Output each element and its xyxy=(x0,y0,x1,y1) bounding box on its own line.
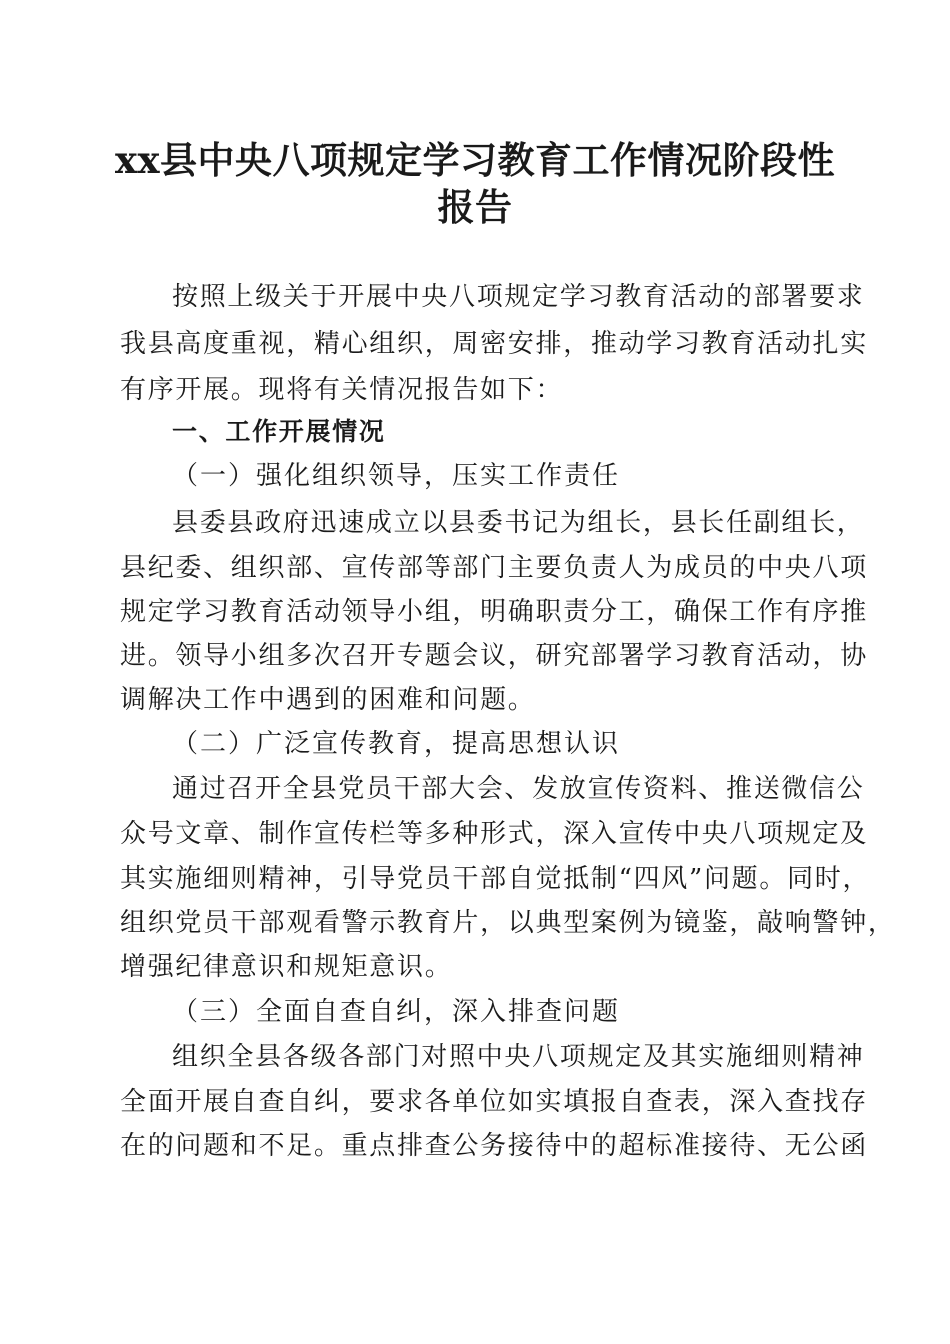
intro-line: 有序开展。现将有关情况报告如下： xyxy=(120,375,564,405)
document-title-line-1: xx县中央八项规定学习教育工作情况阶段性 xyxy=(114,138,836,182)
subsection-heading: （三）全面自查自纠，深入排查问题 xyxy=(172,997,621,1027)
paragraph-line: 调解决工作中遇到的困难和问题。 xyxy=(120,685,536,715)
paragraph-line: 组织党员干部观看警示教育片，以典型案例为镜鉴，敲响警钟， xyxy=(120,908,896,938)
paragraph-line: 规定学习教育活动领导小组，明确职责分工，确保工作有序推 xyxy=(120,597,868,627)
subsection-heading: （二）广泛宣传教育，提高思想认识 xyxy=(172,729,621,759)
paragraph-line: 进。领导小组多次召开专题会议，研究部署学习教育活动，协 xyxy=(120,641,868,671)
section-heading: 一、工作开展情况 xyxy=(172,417,386,446)
paragraph-line: 增强纪律意识和规矩意识。 xyxy=(120,952,453,982)
paragraph-line: 众号文章、制作宣传栏等多种形式，深入宣传中央八项规定及 xyxy=(120,819,868,849)
paragraph-line: 县纪委、组织部、宣传部等部门主要负责人为成员的中央八项 xyxy=(120,553,868,583)
document-title-line-2: 报告 xyxy=(437,185,513,229)
paragraph-line: 全面开展自查自纠，要求各单位如实填报自查表，深入查找存 xyxy=(120,1087,868,1117)
paragraph-line: 县委县政府迅速成立以县委书记为组长，县长任副组长， xyxy=(172,508,865,538)
intro-line: 按照上级关于开展中央八项规定学习教育活动的部署要求 xyxy=(172,282,865,312)
subsection-heading: （一）强化组织领导，压实工作责任 xyxy=(172,461,621,491)
paragraph-line: 在的问题和不足。重点排查公务接待中的超标准接待、无公函 xyxy=(120,1131,868,1161)
paragraph-line: 组织全县各级各部门对照中央八项规定及其实施细则精神 xyxy=(172,1042,865,1072)
intro-line: 我县高度重视，精心组织，周密安排，推动学习教育活动扎实 xyxy=(120,329,868,359)
paragraph-line: 其实施细则精神，引导党员干部自觉抵制“四风”问题。同时， xyxy=(120,864,871,894)
paragraph-line: 通过召开全县党员干部大会、发放宣传资料、推送微信公 xyxy=(172,774,865,804)
